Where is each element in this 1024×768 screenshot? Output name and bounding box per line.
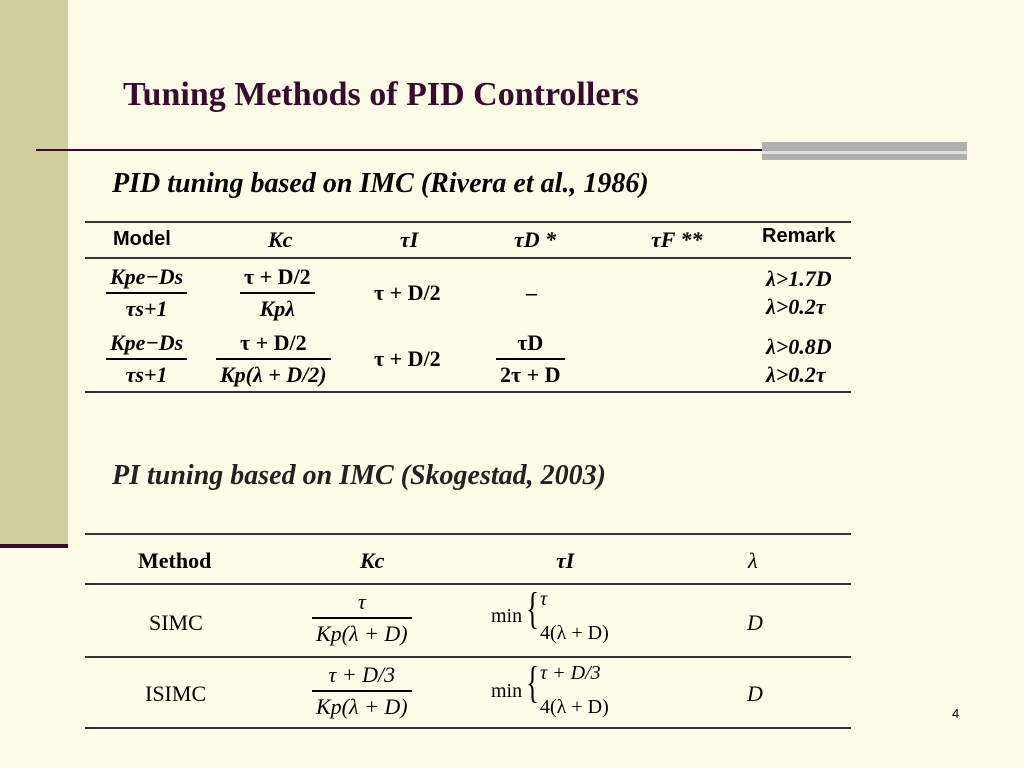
row1-remark2: λ>0.2τ [766,294,826,319]
simc-taui-top: τ [540,588,548,610]
table-row-rule [85,656,851,658]
isimc-kc-den: Kp(λ + D) [316,693,408,719]
brace-icon: { [526,658,539,707]
row2-taud-den: 2τ + D [500,361,561,387]
slide-title: Tuning Methods of PID Controllers [123,76,639,113]
row2-kc-den: Kp(λ + D/2) [220,361,327,387]
table-top-rule [85,221,851,223]
row2-taud-num: τD [517,330,544,355]
row1-remark1: λ>1.7D [766,266,832,291]
row2-model-den: τs+1 [125,361,168,387]
header-kc: Kc [268,227,293,252]
header-taui: τI [556,548,575,573]
row1-taud: – [526,280,537,305]
row2-model-num: Kpe−Ds [110,330,184,355]
header-tauf: τF ** [651,227,703,252]
table-header-rule [85,583,851,585]
table-bottom-rule [85,391,851,393]
header-kc: Kc [360,548,385,573]
row2-taui: τ + D/2 [374,346,441,371]
simc-taui-bot: 4(λ + D) [540,622,609,644]
table-bottom-rule [85,727,851,729]
isimc-taui-top: τ + D/3 [540,662,601,684]
side-band [0,0,68,548]
row1-kc [240,262,315,324]
isimc-lambda: D [747,681,763,706]
simc-kc-num: τ [357,589,366,614]
simc-kc-den: Kp(λ + D) [316,620,408,646]
table-header-rule [85,257,851,259]
simc-kc [312,587,412,649]
row2-kc [216,328,331,390]
table-top-rule [85,533,851,535]
row1-model-den: τs+1 [125,295,168,321]
isimc-method: ISIMC [145,681,207,706]
header-model: Model [113,228,171,250]
simc-min: min [491,605,523,627]
isimc-min: min [491,680,523,702]
section1-heading: PID tuning based on IMC (Rivera et al., 1986) [112,168,649,199]
simc-lambda: D [747,610,763,635]
row2-remark1: λ>0.8D [766,334,832,359]
row1-kc-den: Kpλ [259,295,296,321]
title-accent-bar [762,142,967,160]
simc-method: SIMC [149,610,203,635]
row1-taui: τ + D/2 [374,280,441,305]
row2-remark2: λ>0.2τ [766,362,826,387]
page-number: 4 [952,706,960,721]
isimc-kc-num: τ + D/3 [328,662,396,687]
section2-heading: PI tuning based on IMC (Skogestad, 2003) [112,460,606,491]
header-taui: τI [400,227,419,252]
row1-kc-num: τ + D/2 [244,264,311,289]
header-taud: τD * [514,227,557,252]
row2-taud [496,328,565,390]
row2-kc-num: τ + D/2 [239,330,307,355]
brace-icon: { [526,584,539,633]
row1-model-num: Kpe−Ds [110,264,184,289]
row2-model [106,328,187,390]
side-rule [0,544,68,548]
header-remark: Remark [762,225,836,247]
header-lambda: λ [748,548,758,573]
header-method: Method [138,548,212,573]
isimc-kc [312,660,412,722]
isimc-taui-bot: 4(λ + D) [540,696,609,718]
row1-model [106,262,187,324]
